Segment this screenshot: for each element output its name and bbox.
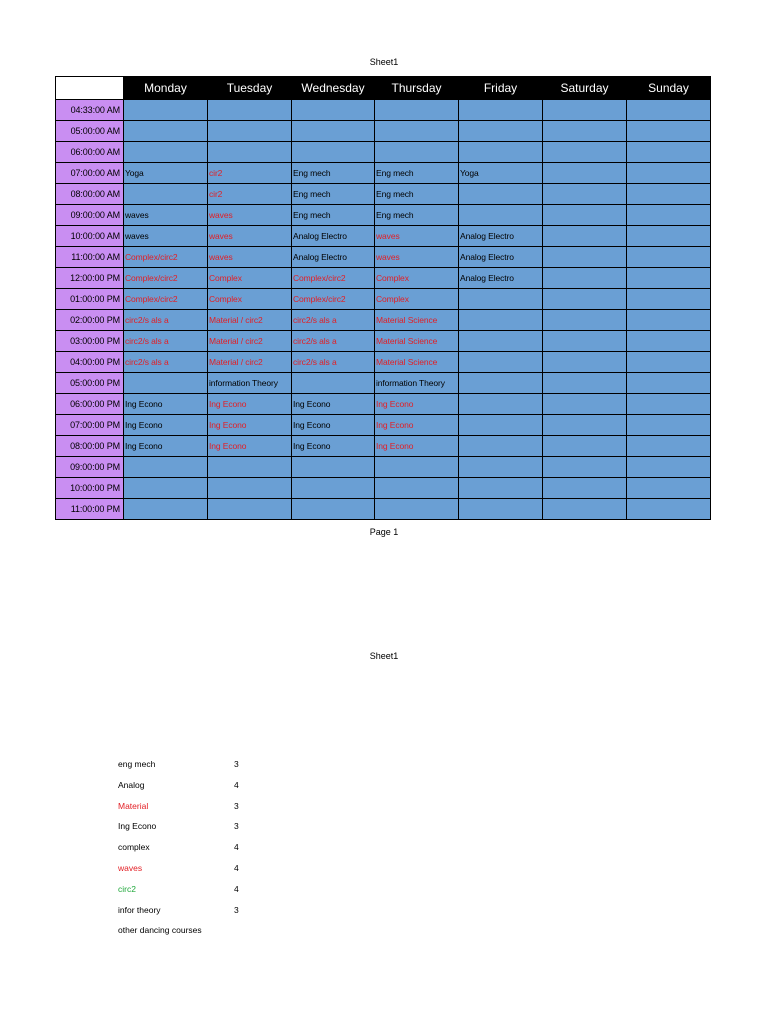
- schedule-cell: [543, 436, 627, 457]
- schedule-cell: [627, 478, 711, 499]
- time-cell: 06:00:00 PM: [56, 394, 124, 415]
- schedule-cell: [208, 457, 292, 478]
- schedule-cell: cir2: [208, 163, 292, 184]
- schedule-row: [56, 331, 711, 352]
- time-cell: 05:00:00 AM: [56, 121, 124, 142]
- time-cell: 10:00:00 PM: [56, 478, 124, 499]
- schedule-cell: Ing Econo: [208, 436, 292, 457]
- schedule-cell: [459, 205, 543, 226]
- schedule-cell: [459, 415, 543, 436]
- schedule-row: [56, 436, 711, 457]
- schedule-cell: Material / circ2: [208, 331, 292, 352]
- time-cell: 04:33:00 AM: [56, 100, 124, 121]
- schedule-cell: information Theory: [208, 373, 292, 394]
- day-header: Sunday: [627, 77, 711, 100]
- schedule-cell: waves: [208, 226, 292, 247]
- time-cell: 10:00:00 AM: [56, 226, 124, 247]
- schedule-cell: [459, 457, 543, 478]
- schedule-cell: [459, 121, 543, 142]
- legend-course-value: 3: [234, 800, 239, 811]
- schedule-cell: Material Science: [375, 331, 459, 352]
- schedule-cell: [627, 394, 711, 415]
- schedule-cell: Complex/circ2: [292, 289, 375, 310]
- schedule-cell: [627, 184, 711, 205]
- legend-course-value: 3: [234, 759, 239, 769]
- time-cell: 04:00:00 PM: [56, 352, 124, 373]
- schedule-cell: waves: [208, 247, 292, 268]
- schedule-cell: information Theory: [375, 373, 459, 394]
- schedule-cell: Analog Electro: [459, 247, 543, 268]
- schedule-cell: [543, 352, 627, 373]
- schedule-cell: Analog Electro: [292, 226, 375, 247]
- legend-course-name: complex: [118, 842, 150, 853]
- schedule-cell: [627, 331, 711, 352]
- schedule-cell: Eng mech: [375, 205, 459, 226]
- schedule-cell: circ2/s als a: [292, 331, 375, 352]
- schedule-cell: Eng mech: [375, 184, 459, 205]
- schedule-cell: [459, 184, 543, 205]
- time-cell: 11:00:00 PM: [56, 499, 124, 520]
- schedule-cell: [627, 310, 711, 331]
- schedule-cell: [627, 499, 711, 520]
- schedule-cell: [375, 100, 459, 121]
- schedule-cell: Ing Econo: [375, 394, 459, 415]
- legend-course-name: Analog: [118, 779, 145, 790]
- schedule-cell: [292, 121, 375, 142]
- schedule-cell: [292, 373, 375, 394]
- schedule-cell: [292, 499, 375, 520]
- day-header: Monday: [124, 77, 208, 100]
- time-cell: 09:00:00 PM: [56, 457, 124, 478]
- schedule-cell: [543, 310, 627, 331]
- schedule-cell: Ing Econo: [292, 394, 375, 415]
- schedule-row: [56, 394, 711, 415]
- schedule-cell: [543, 268, 627, 289]
- time-cell: 03:00:00 PM: [56, 331, 124, 352]
- schedule-cell: [124, 499, 208, 520]
- schedule-cell: circ2/s als a: [292, 310, 375, 331]
- schedule-row: [56, 163, 711, 184]
- legend-course-name: other dancing courses: [118, 925, 202, 936]
- schedule-cell: [208, 478, 292, 499]
- schedule-cell: Ing Econo: [208, 394, 292, 415]
- schedule-cell: [124, 100, 208, 121]
- schedule-cell: [208, 499, 292, 520]
- schedule-cell: [543, 373, 627, 394]
- schedule-cell: Material / circ2: [208, 310, 292, 331]
- schedule-cell: [543, 415, 627, 436]
- schedule-cell: [627, 142, 711, 163]
- schedule-row: [56, 142, 711, 163]
- schedule-cell: Yoga: [459, 163, 543, 184]
- schedule-cell: [543, 499, 627, 520]
- schedule-row: [56, 205, 711, 226]
- schedule-cell: waves: [124, 226, 208, 247]
- schedule-cell: Material Science: [375, 352, 459, 373]
- schedule-row: [56, 373, 711, 394]
- schedule-cell: [627, 268, 711, 289]
- schedule-cell: [627, 373, 711, 394]
- schedule-cell: [375, 121, 459, 142]
- time-cell: 05:00:00 PM: [56, 373, 124, 394]
- schedule-cell: [627, 415, 711, 436]
- schedule-cell: [543, 457, 627, 478]
- time-cell: 01:00:00 PM: [56, 289, 124, 310]
- schedule-cell: [543, 121, 627, 142]
- schedule-cell: [459, 310, 543, 331]
- time-cell: 11:00:00 AM: [56, 247, 124, 268]
- schedule-cell: Material / circ2: [208, 352, 292, 373]
- legend-course-value: 4: [234, 883, 239, 894]
- schedule-cell: [627, 436, 711, 457]
- schedule-cell: [543, 289, 627, 310]
- schedule-cell: [459, 331, 543, 352]
- schedule-row: [56, 247, 711, 268]
- schedule-cell: Ing Econo: [375, 436, 459, 457]
- schedule-cell: [627, 247, 711, 268]
- legend-course-name: circ2: [118, 883, 136, 894]
- schedule-cell: Ing Econo: [375, 415, 459, 436]
- schedule-cell: Yoga: [124, 163, 208, 184]
- legend-course-value: 4: [234, 842, 239, 853]
- sheet-title: Sheet1: [369, 57, 399, 67]
- schedule-cell: [627, 226, 711, 247]
- schedule-cell: Analog Electro: [459, 268, 543, 289]
- schedule-row: [56, 310, 711, 331]
- legend-course-value: 3: [234, 904, 239, 915]
- schedule-cell: [375, 142, 459, 163]
- schedule-cell: waves: [375, 247, 459, 268]
- schedule-row: [56, 415, 711, 436]
- schedule-cell: [124, 184, 208, 205]
- schedule-cell: Material Science: [375, 310, 459, 331]
- legend-course-name: eng mech: [118, 759, 156, 769]
- schedule-cell: [627, 163, 711, 184]
- schedule-cell: [627, 121, 711, 142]
- schedule-cell: [627, 457, 711, 478]
- schedule-cell: [124, 478, 208, 499]
- schedule-cell: [543, 163, 627, 184]
- schedule-cell: Eng mech: [292, 205, 375, 226]
- schedule-cell: Eng mech: [375, 163, 459, 184]
- schedule-cell: [543, 226, 627, 247]
- day-header-row: [56, 77, 711, 100]
- day-header: Friday: [459, 77, 543, 100]
- schedule-cell: Analog Electro: [459, 226, 543, 247]
- schedule-cell: [459, 394, 543, 415]
- schedule-cell: waves: [124, 205, 208, 226]
- time-cell: 02:00:00 PM: [56, 310, 124, 331]
- legend-course-value: 4: [234, 779, 239, 790]
- schedule-cell: Ing Econo: [124, 394, 208, 415]
- schedule-row: [56, 226, 711, 247]
- schedule-cell: [543, 394, 627, 415]
- schedule-cell: circ2/s als a: [124, 331, 208, 352]
- schedule-cell: Complex/circ2: [292, 268, 375, 289]
- schedule-cell: circ2/s als a: [124, 310, 208, 331]
- schedule-cell: [543, 331, 627, 352]
- schedule-cell: [459, 478, 543, 499]
- schedule-row: [56, 121, 711, 142]
- schedule-cell: Complex: [208, 268, 292, 289]
- schedule-cell: Ing Econo: [124, 415, 208, 436]
- legend-course-name: Ing Econo: [118, 821, 157, 832]
- time-cell: 08:00:00 PM: [56, 436, 124, 457]
- schedule-cell: [292, 100, 375, 121]
- schedule-table: [55, 76, 711, 520]
- day-header: Wednesday: [292, 77, 375, 100]
- schedule-cell: [543, 184, 627, 205]
- schedule-cell: Complex: [208, 289, 292, 310]
- schedule-cell: Ing Econo: [124, 436, 208, 457]
- schedule-cell: Analog Electro: [292, 247, 375, 268]
- schedule-cell: [627, 100, 711, 121]
- schedule-cell: [375, 478, 459, 499]
- schedule-cell: [459, 142, 543, 163]
- schedule-cell: [208, 121, 292, 142]
- schedule-cell: [292, 457, 375, 478]
- schedule-cell: circ2/s als a: [292, 352, 375, 373]
- schedule-cell: [543, 478, 627, 499]
- schedule-cell: [459, 352, 543, 373]
- schedule-cell: [124, 373, 208, 394]
- schedule-cell: waves: [208, 205, 292, 226]
- schedule-row: [56, 352, 711, 373]
- schedule-cell: [292, 142, 375, 163]
- time-cell: 06:00:00 AM: [56, 142, 124, 163]
- schedule-cell: [208, 100, 292, 121]
- page-label: Page 1: [369, 527, 399, 537]
- legend-course-name: infor theory: [118, 904, 161, 915]
- schedule-cell: Complex/circ2: [124, 247, 208, 268]
- schedule-cell: Eng mech: [292, 163, 375, 184]
- schedule-cell: Ing Econo: [208, 415, 292, 436]
- time-cell: 12:00:00 PM: [56, 268, 124, 289]
- schedule-cell: cir2: [208, 184, 292, 205]
- schedule-cell: [459, 499, 543, 520]
- schedule-cell: [375, 499, 459, 520]
- schedule-cell: [459, 100, 543, 121]
- schedule-row: [56, 268, 711, 289]
- corner-cell: [56, 77, 124, 100]
- schedule-cell: circ2/s als a: [124, 352, 208, 373]
- legend-course-value: 4: [234, 862, 239, 873]
- schedule-cell: [208, 142, 292, 163]
- schedule-cell: Complex/circ2: [124, 268, 208, 289]
- legend-course-value: 3: [234, 821, 239, 832]
- schedule-cell: [543, 205, 627, 226]
- day-header: Tuesday: [208, 77, 292, 100]
- schedule-cell: [459, 436, 543, 457]
- time-cell: 09:00:00 AM: [56, 205, 124, 226]
- schedule-cell: Complex: [375, 289, 459, 310]
- schedule-cell: [124, 457, 208, 478]
- schedule-cell: [543, 247, 627, 268]
- schedule-cell: Complex: [375, 268, 459, 289]
- time-cell: 07:00:00 PM: [56, 415, 124, 436]
- schedule-cell: Ing Econo: [292, 415, 375, 436]
- schedule-cell: Complex/circ2: [124, 289, 208, 310]
- schedule-row: [56, 100, 711, 121]
- schedule-cell: [459, 289, 543, 310]
- schedule-cell: [627, 205, 711, 226]
- schedule-cell: [124, 121, 208, 142]
- schedule-cell: [627, 352, 711, 373]
- schedule-row: [56, 289, 711, 310]
- schedule-cell: [459, 373, 543, 394]
- schedule-cell: [543, 100, 627, 121]
- schedule-cell: Eng mech: [292, 184, 375, 205]
- legend-course-name: Material: [118, 800, 149, 811]
- schedule-row: [56, 478, 711, 499]
- schedule-row: [56, 499, 711, 520]
- legend-course-name: waves: [118, 862, 143, 873]
- time-cell: 08:00:00 AM: [56, 184, 124, 205]
- schedule-cell: [627, 289, 711, 310]
- day-header: Thursday: [375, 77, 459, 100]
- day-header: Saturday: [543, 77, 627, 100]
- schedule-row: [56, 184, 711, 205]
- schedule-cell: [124, 142, 208, 163]
- schedule-cell: [292, 478, 375, 499]
- schedule-cell: [543, 142, 627, 163]
- schedule-cell: waves: [375, 226, 459, 247]
- schedule-row: [56, 457, 711, 478]
- time-cell: 07:00:00 AM: [56, 163, 124, 184]
- sheet-title-2: Sheet1: [369, 651, 399, 661]
- schedule-cell: [375, 457, 459, 478]
- schedule-cell: Ing Econo: [292, 436, 375, 457]
